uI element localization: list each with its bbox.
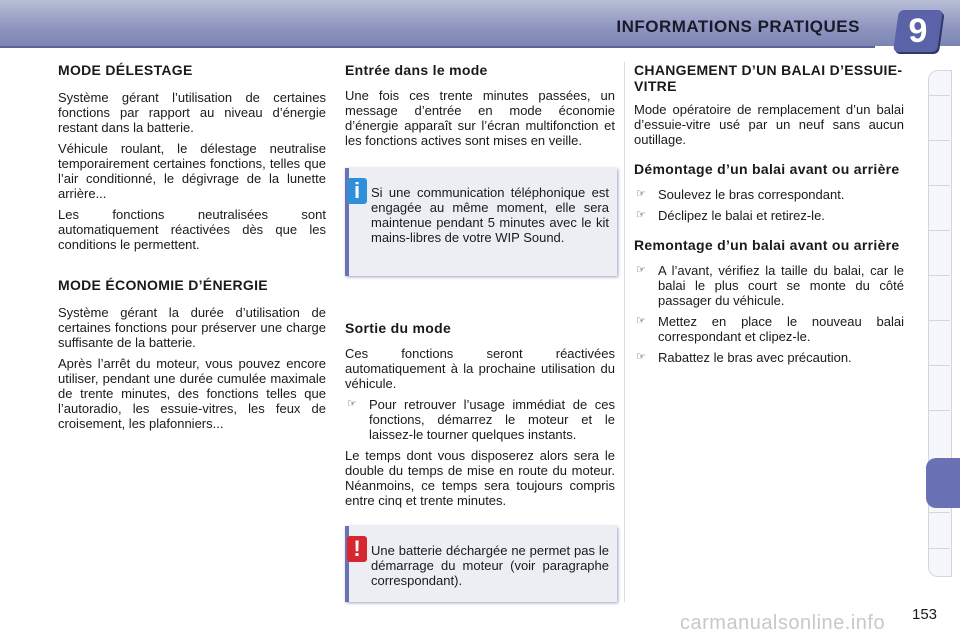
- paragraph: Système gérant la durée d’utilisation de certaines fonctions pour préserver une charge suffisante de la batterie.: [58, 305, 326, 350]
- pointing-hand-icon: ☞: [636, 351, 646, 363]
- paragraph: Ces fonctions seront réactivées automatiquement à la prochaine utilisation du véhicule.: [345, 346, 615, 391]
- tab-divider: [928, 230, 950, 231]
- list-item: [345, 397, 615, 442]
- middle-column-top: [345, 62, 615, 154]
- pointing-hand-icon: ☞: [636, 188, 646, 200]
- tab-divider: [928, 365, 950, 366]
- subsection-title-remontage: Remontage d’un balai avant ou arrière: [634, 237, 900, 253]
- tab-divider: [928, 95, 950, 96]
- chapter-tab-active[interactable]: [926, 458, 960, 508]
- warning-note-text: Une batterie déchargée ne permet pas le démarrage du moteur (voir paragraphe correspondant).: [371, 543, 609, 588]
- column-divider: [624, 62, 625, 602]
- list-item-text: Pour retrouver l’usage immédiat de ces fonctions, démarrez le moteur et le laissez-le tourner quelques instants.: [369, 397, 615, 442]
- list-item-text: Déclipez le balai et retirez-le.: [658, 208, 825, 223]
- paragraph: Les fonctions neutralisées sont automatiquement réactivées dès que les conditions le permettent.: [58, 207, 326, 252]
- section-title-balai: CHANGEMENT D’UN BALAI D’ESSUIE-VITRE: [634, 62, 903, 94]
- left-column: [58, 62, 326, 258]
- list-item: [634, 263, 904, 308]
- list-item: [634, 208, 904, 223]
- middle-column-bottom: [345, 320, 615, 514]
- chapter-number: 9: [908, 12, 928, 50]
- tab-divider: [928, 140, 950, 141]
- warning-note-box: [345, 526, 617, 602]
- header-rule: [0, 46, 875, 48]
- section-title-entree: Entrée dans le mode: [345, 62, 488, 78]
- tab-divider: [928, 320, 950, 321]
- pointing-hand-icon: ☞: [347, 398, 357, 410]
- tab-divider: [928, 185, 950, 186]
- warning-icon: !: [347, 536, 367, 562]
- info-icon: i: [347, 178, 367, 204]
- page-number: 153: [912, 606, 938, 623]
- list-item: [634, 187, 904, 202]
- list-item-text: Soulevez le bras correspondant.: [658, 187, 845, 202]
- pointing-hand-icon: ☞: [636, 315, 646, 327]
- info-note-box: [345, 168, 617, 276]
- left-column-lower: [58, 277, 326, 437]
- tab-divider: [928, 410, 950, 411]
- section-title-delestage: MODE DÉLESTAGE: [58, 62, 193, 78]
- section-title-sortie: Sortie du mode: [345, 320, 452, 336]
- list-item-text: A l’avant, vérifiez la taille du balai, car le balai le plus court se monte du côté passager du véhicule.: [658, 263, 904, 308]
- tab-divider: [928, 512, 950, 513]
- subsection-title-demontage: Démontage d’un balai avant ou arrière: [634, 161, 900, 177]
- list-item-text: Rabattez le bras avec précaution.: [658, 350, 852, 365]
- list-item-text: Mettez en place le nouveau balai correspondant et clipez-le.: [658, 314, 904, 344]
- tab-divider: [928, 275, 950, 276]
- tab-divider: [928, 548, 950, 549]
- pointing-hand-icon: ☞: [636, 264, 646, 276]
- watermark: carmanualsonline.info: [680, 612, 886, 634]
- section-title-economie: MODE ÉCONOMIE D’ÉNERGIE: [58, 277, 268, 293]
- right-column: [634, 62, 904, 371]
- paragraph: Après l’arrêt du moteur, vous pouvez encore utiliser, pendant une durée cumulée maximale de trente minutes, des fonctions telles que l’autoradio, les essuie-vitres, les feux de croisement, les plafonniers...: [58, 356, 326, 431]
- chapter-title: INFORMATIONS PRATIQUES: [616, 17, 860, 36]
- paragraph: Véhicule roulant, le délestage neutralise temporairement certaines fonctions, telles que l’air conditionné, le dégivrage de la lunette arrière...: [58, 141, 326, 201]
- info-note-text: Si une communication téléphonique est engagée au même moment, elle sera maintenue pendant 5 minutes avec le kit mains-libres de votre WIP Sound.: [371, 185, 609, 245]
- pointing-hand-icon: ☞: [636, 209, 646, 221]
- paragraph: Une fois ces trente minutes passées, un message d’entrée en mode économie d’énergie apparaît sur l’écran multifonction et les fonctions actives sont mises en veille.: [345, 88, 615, 148]
- list-item: [634, 314, 904, 344]
- chapter-number-badge: [893, 10, 943, 52]
- paragraph: Mode opératoire de remplacement d’un balai d’essuie-vitre usé par un neuf sans aucun outillage.: [634, 102, 904, 147]
- paragraph: Système gérant l’utilisation de certaines fonctions par rapport au niveau d’énergie restant dans la batterie.: [58, 90, 326, 135]
- list-item: [634, 350, 904, 365]
- paragraph: Le temps dont vous disposerez alors sera le double du temps de mise en route du moteur. Néanmoins, ce temps sera toujours compris entre cinq et trente minutes.: [345, 448, 615, 508]
